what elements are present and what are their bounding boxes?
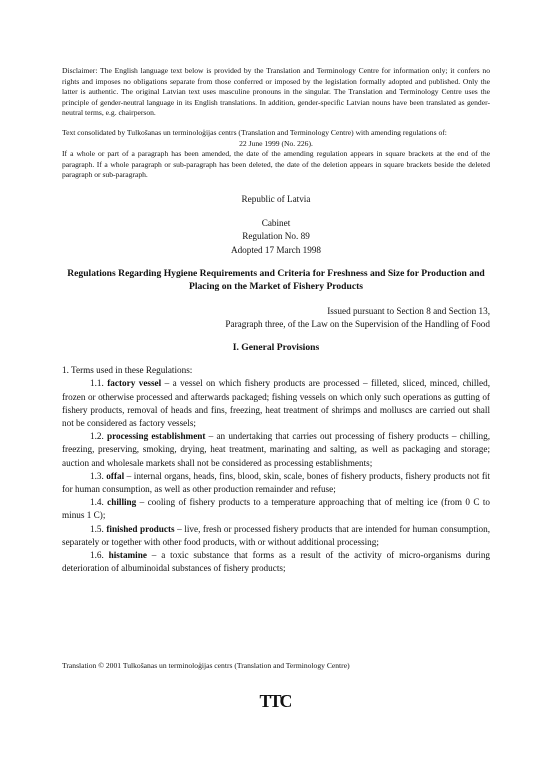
term-definition: – a toxic substance that forms as a result of the activity of micro-organisms during deterioration of albuminoidal substances of fishery products; bbox=[62, 550, 491, 574]
disclaimer-block bbox=[62, 66, 490, 181]
term-definition: – an undertaking that carries out processing of fishery products – chilling, freezing, preserving, smoking, drying, heat treatment, marinating and salting, as well as packaging and storage; auction and wholesale markets shall not be considered as processing establishments; bbox=[62, 431, 490, 468]
term-definition: – live, fresh or processed fishery products that are intended for human consumption, separately or together with other food products, with or without additional processing; bbox=[62, 523, 490, 547]
term-definition: – internal organs, heads, fins, blood, skin, scale, bones of fishery products, fishery products not fit for human consumption, as well as other production remainder and refuse; bbox=[62, 470, 490, 494]
issued-pursuant bbox=[62, 305, 490, 331]
issued-line-2: Paragraph three, of the Law on the Supervision of the Handling of Food bbox=[225, 318, 490, 329]
amend-note: If a whole or part of a paragraph has been amended, the date of the amending regulation appears in square brackets at the end of the paragraph. If a whole paragraph or sub-paragraph has been deleted, the date of the deletion appears in square brackets beside the deleted paragraph or sub-paragraph. bbox=[62, 149, 490, 180]
term-name: chilling bbox=[107, 497, 137, 508]
term-definition: – a vessel on which fishery products are processed – filleted, sliced, minced, chilled, frozen or otherwise processed and afterwards packaged; fishing vessels on which only such operations as gutting of fishery products, removal of heads and fins, freezing, heat treatment of shrimps and molluscs are carried out shall not be considered as factory vessels; bbox=[62, 378, 490, 428]
term-number: 1.2. bbox=[90, 431, 104, 442]
cabinet-heading: Cabinet bbox=[261, 218, 291, 229]
ttc-logo bbox=[259, 686, 291, 714]
section-heading: I. General Provisions bbox=[232, 342, 320, 354]
adopted-date: Adopted 17 March 1998 bbox=[230, 244, 322, 255]
term-item bbox=[62, 377, 490, 430]
amend-date: 22 June 1999 (No. 226). bbox=[239, 138, 313, 148]
term-item bbox=[62, 496, 490, 522]
term-number: 1.4. bbox=[90, 497, 104, 508]
terms-list bbox=[62, 364, 490, 575]
term-name: finished products bbox=[106, 523, 175, 534]
term-name: factory vessel bbox=[107, 378, 162, 389]
term-number: 1.6. bbox=[90, 550, 104, 560]
footer-copyright: Translation © 2001 Tulkošanas un terminoloģijas centrs (Translation and Terminology Centre) bbox=[62, 661, 350, 670]
term-name: processing establishment bbox=[106, 431, 206, 442]
logo-text: TTC bbox=[259, 691, 291, 711]
document-title: Regulations Regarding Hygiene Requirements and Criteria for Freshness and Size for Production and Placing on the Market of Fishery Products bbox=[67, 267, 485, 292]
term-definition: – cooling of fishery products to a temperature approaching that of melting ice (from 0 C to minus 1 C); bbox=[62, 497, 490, 521]
term-name: offal bbox=[106, 470, 125, 481]
term-item bbox=[62, 470, 490, 496]
disclaimer-text: Disclaimer: The English language text below is provided by the Translation and Terminology Centre for information only; it confers no rights and imposes no obligations separate from those conferred or imposed by the legislation formally adopted and published. Only the latter is authentic. The original Latvian text uses masculine pronouns in the singular. The Translation and Terminology Centre uses the principle of gender-neutral language in its English translations. In addition, gender-specific Latvian nouns have been translated as gender-neutral terms, e.g. chairperson. bbox=[62, 66, 490, 118]
consolidated-text: Text consolidated by Tulkošanas un terminoloģijas centrs (Translation and Terminology Centre) with amending regulations of: bbox=[62, 127, 447, 137]
term-item bbox=[62, 523, 490, 549]
issued-line-1: Issued pursuant to Section 8 and Section 13, bbox=[327, 305, 490, 316]
republic-heading: Republic of Latvia bbox=[241, 193, 311, 204]
term-item bbox=[62, 430, 490, 470]
term-name: histamine bbox=[108, 550, 147, 560]
regulation-number: Regulation No. 89 bbox=[242, 231, 310, 242]
term-number: 1.5. bbox=[90, 523, 104, 534]
document-page bbox=[62, 66, 490, 575]
term-item bbox=[62, 549, 490, 575]
term-number: 1.3. bbox=[90, 470, 104, 481]
terms-intro: 1. Terms used in these Regulations: bbox=[62, 365, 193, 376]
term-number: 1.1. bbox=[90, 378, 104, 389]
